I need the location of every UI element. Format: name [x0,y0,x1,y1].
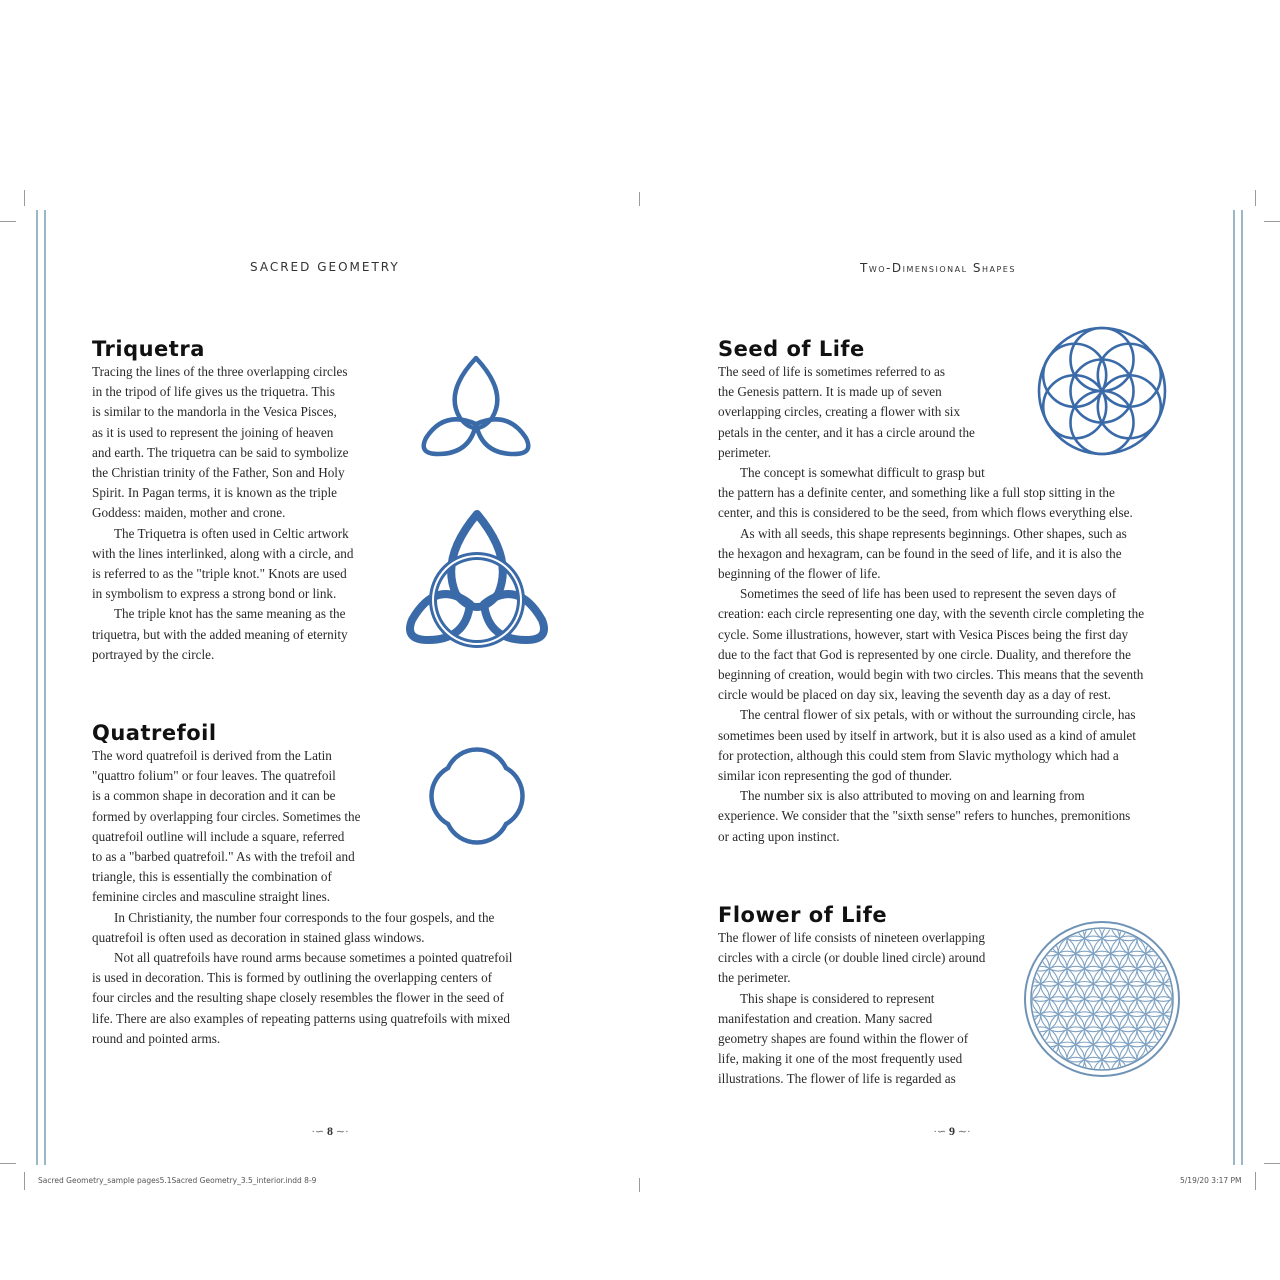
triquetra-icon [414,352,538,460]
crop-mark [1255,190,1256,206]
seed-of-life-body: The seed of life is sometimes referred to as the Genesis pattern. It is made up of seven overlapping circles, creating a flower with six petals in the center, and it has a circle around the perimeter. The concept is somewhat difficult to grasp but the pattern has a definite center, and something like a full stop sitting in the center, and this is considered to be the seed, from which flows everything else. As with all seeds, this shape represents beginnings. Other shapes, such as the hexagon and hexagram, can be found in the seed of life, and it is also the beginning of the flower of life. Sometimes the seed of life has been used to represent the seven days of creation: each circle representing one day, with the seventh circle completing the cycle. Some illustrations, however, start with Vesica Pisces being the first day due to the fact that God is represented by one circle. Duality, and therefore the beginning of creation, would begin with two circles. This means that the seventh circle would be placed on day six, leaving the seventh day as a day of rest. The central flower of six petals, with or without the surrounding circle, has sometimes been used by itself in artwork, but it is also used as a kind of amulet for protection, although this could stem from Slavic mythology which had a similar icon representing the god of thunder. The number six is also attributed to moving on and learning from experience. We consider that the "sixth sense" refers to hunches, premonitions or acting upon instinct. [718,364,1145,844]
seed-of-life-heading: Seed of Life [718,337,865,361]
crop-mark [1255,1172,1256,1190]
quatrefoil-icon [408,728,546,864]
right-margin-rule-outer [1241,210,1243,1165]
ornament-icon: ∼· [333,1126,349,1138]
flower-of-life-grid [997,906,1207,1093]
ornament-icon: ·∽ [311,1126,327,1138]
flower-of-life-heading: Flower of Life [718,903,888,927]
left-slug: Sacred Geometry_sample pages5.1Sacred Geometry_3.5_interior.indd 8-9 [38,1176,317,1185]
flower-of-life-circle [1163,997,1198,1032]
flower-of-life-circle [1006,997,1041,1032]
ornament-icon: ·∽ [933,1126,949,1138]
quatrefoil-heading: Quatrefoil [92,721,217,745]
right-running-head: Two-Dimensional Shapes [860,261,1016,275]
flower-of-life-body: The flower of life consists of nineteen overlapping circles with a circle (or double lined circle) around the perimeter. This shape is considered to represent manifestation and creation. Many sacred geometry shapes are found within the flower of life, making it one of the most frequently used illustrations. The flower of life is regarded as [718,930,986,1087]
right-margin-rule-inner [1233,210,1235,1165]
quatrefoil-body: The word quatrefoil is derived from the Latin "quattro folium" or four leaves. The quatrefoil is a common shape in decoration and it can be formed by overlapping four circles. Sometimes the quatrefoil outline will include a square, referred to as a "barbed quatrefoil." As with the trefoil and triangle, this is essentially the combination of feminine circles and masculine straight lines. In Christianity, the number four corresponds to the four gospels, and the quatrefoil is often used as decoration in stained glass windows. Not all quatrefoils have round arms because sometimes a pointed quatrefoil is used in decoration. This is formed by outlining the overlapping centers of four circles and the resulting shape closely resembles the flower in the seed of life. There are also examples of repeating patterns using quatrefoils with mixed round and pointed arms. [92,748,513,1046]
right-page-number: ·∽ 9 ∼· [933,1124,971,1138]
crop-mark [1264,1163,1280,1164]
left-margin-rule-outer [36,210,38,1165]
flower-of-life-icon [1024,921,1180,1077]
seed-of-life-icon [1034,328,1170,454]
triquetra-heading: Triquetra [92,337,205,361]
crop-mark [0,221,16,222]
triquetra-body: Tracing the lines of the three overlapping circles in the tripod of life gives us the triquetra. This is similar to the mandorla in the Vesica Pisces, as it is used to represent the joining of heaven and earth. The triquetra can be said to symbolize the Christian trinity of the Father, Son and Holy Spirit. In Pagan terms, it is known as the triple Goddess: maiden, mother and crone. The Triquetra is often used in Celtic artwork with the lines interlinked, along with a circle, and is referred to as the "triple knot." Knots are used in symbolism to express a strong bond or link. The triple knot has the same meaning as the triquetra, but with the added meaning of eternity portrayed by the circle. [92,364,354,662]
flower-of-life-circle [1006,966,1041,1001]
crop-mark [0,1163,16,1164]
right-slug: 5/19/20 3:17 PM [1180,1176,1242,1185]
left-margin-rule-inner [44,210,46,1165]
crop-mark [639,1178,640,1192]
flower-of-life-circle [1163,966,1198,1001]
left-running-head: SACRED GEOMETRY [250,260,400,274]
triple-knot-icon [400,508,554,648]
crop-mark [1264,221,1280,222]
left-page-number: ·∽ 8 ∼· [311,1124,349,1138]
ornament-icon: ∼· [955,1126,971,1138]
crop-mark [24,190,25,206]
crop-mark [639,192,640,206]
crop-mark [24,1172,25,1190]
